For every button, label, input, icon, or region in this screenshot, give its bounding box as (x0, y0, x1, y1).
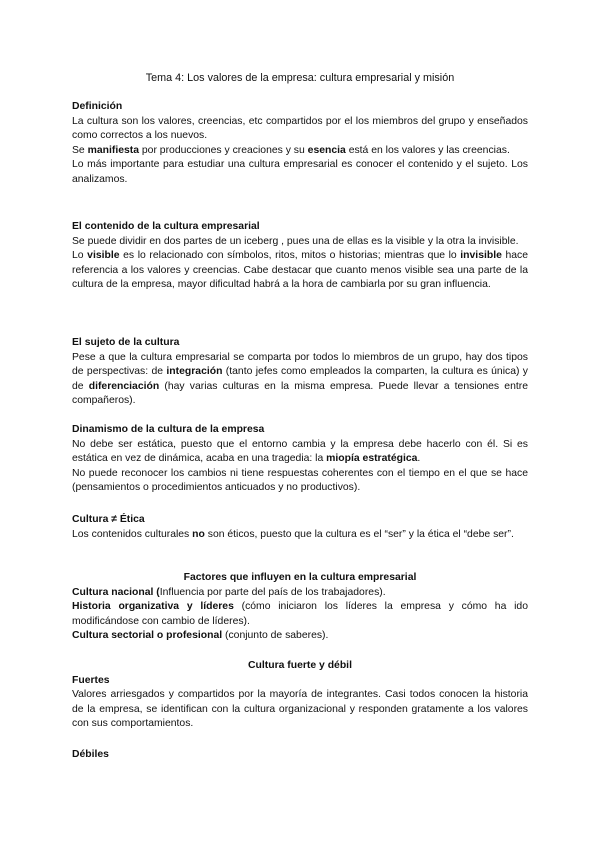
sujeto-paragraph-1: Pese a que la cultura empresarial se comparta por todos lo miembros de un grupo, hay dos tipos de perspectivas: de integración (tanto jefes como empleados la comparten, la cultura es única) y de diferenciación (hay varias culturas en la misma empresa. Puede llevar a tensiones entre compañeros). (72, 351, 528, 407)
section-contenido (72, 220, 528, 293)
dinamismo-paragraph-2: No puede reconocer los cambios ni tiene respuestas coherentes con el tiempo en el que se hace (pensamientos o procedimientos anticuados y no productivos). (72, 467, 528, 494)
section-definicion (72, 100, 528, 188)
section-dinamismo (72, 423, 528, 496)
factores-item-3: Cultura sectorial o profesional (conjunto de saberes). (72, 630, 329, 642)
heading-contenido: El contenido de la cultura empresarial (72, 221, 260, 232)
heading-debiles: Débiles (72, 748, 109, 760)
heading-fuertes: Fuertes (72, 674, 110, 686)
document-title: Tema 4: Los valores de la empresa: cultura empresarial y misión (145, 72, 455, 84)
etica-paragraph-1: Los contenidos culturales no son éticos, puesto que la cultura es el “ser” y la ética el “debe ser”. (72, 528, 514, 540)
contenido-paragraph-2: Lo visible es lo relacionado con símbolos, ritos, mitos o historias; mientras que lo invisible hace referencia a los valores y creencias. Cabe destacar que cuanto menos visible sea una parte de la cultura de la empresa, mayor dificultad habrá a la hora de cambiarla por su gran influencia. (72, 250, 529, 291)
section-etica (72, 513, 528, 542)
section-fuerte-debil (72, 659, 528, 763)
factores-item-2: Historia organizativa y líderes (cómo iniciaron los líderes la empresa y cómo ha ido modificándose con cambio de líderes). (72, 601, 528, 627)
heading-etica: Cultura ≠ Ética (72, 514, 145, 525)
fuertes-paragraph: Valores arriesgados y compartidos por la mayoría de integrantes. Casi todos conocen la historia de la empresa, se identifican con la cultura organizacional y responden gratamente a los valores con sus comportamientos. (72, 689, 528, 730)
heading-dinamismo: Dinamismo de la cultura de la empresa (72, 424, 265, 435)
factores-item-1: Cultura nacional (Influencia por parte del país de los trabajadores). (72, 586, 386, 598)
heading-fuerte-debil: Cultura fuerte y débil (248, 660, 352, 671)
heading-definicion: Definición (72, 101, 123, 112)
definicion-paragraph-2: Se manifiesta por producciones y creaciones y su esencia está en los valores y las creencias. (72, 144, 510, 156)
dinamismo-paragraph-1: No debe ser estática, puesto que el entorno cambia y la empresa debe hacerlo con él. Si es estática en vez de dinámica, acaba en una tragedia: la miopía estratégica. (72, 438, 528, 465)
definicion-paragraph-3: Lo más importante para estudiar una cultura empresarial es conocer el contenido y el sujeto. Los analizamos. (72, 159, 528, 185)
section-factores (72, 571, 528, 644)
heading-sujeto: El sujeto de la cultura (72, 337, 180, 348)
section-sujeto (72, 336, 528, 409)
heading-factores: Factores que influyen en la cultura empresarial (183, 572, 417, 583)
definicion-paragraph-1: La cultura son los valores, creencias, etc compartidos por el los miembros del grupo y enseñados como correctos a los nuevos. (72, 115, 528, 142)
contenido-paragraph-1: Se puede dividir en dos partes de un iceberg , pues una de ellas es la visible y la otra la invisible. (72, 235, 519, 247)
